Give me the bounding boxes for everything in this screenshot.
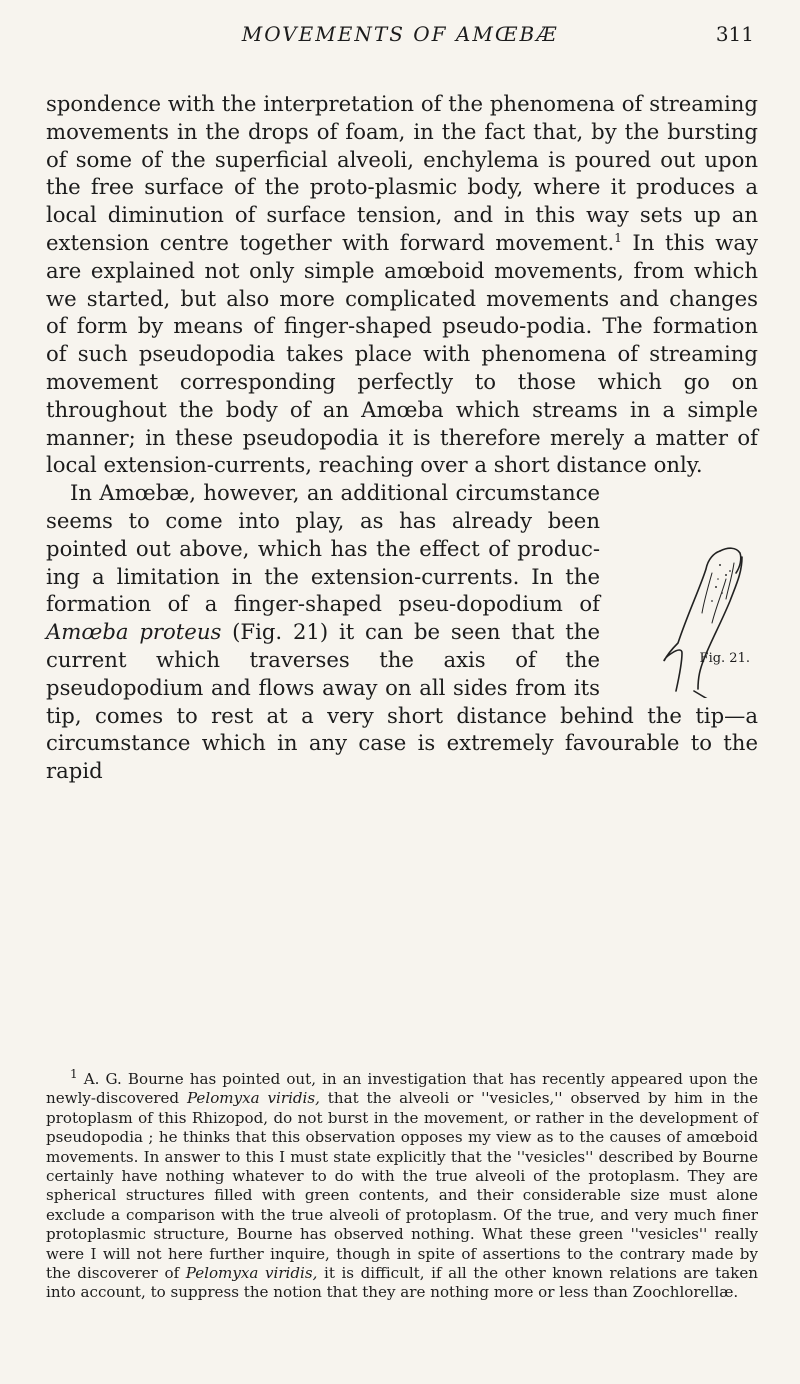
main-text — [46, 90, 758, 785]
paragraph-1-continuation: In this way are explained not only simple amœboid movements, from which we started, but also more complicated movements and changes of form by means of finger-shaped pseudo-podia. The formation of such pseudopodia takes place with phenomena of streaming movement corresponding perfectly to those which go on throughout the body of an Amœba which streams in a simple manner; in these pseudopodia it is therefore merely a matter of local extension-currents, reaching over a short distance only. — [46, 229, 758, 478]
inner-outline-left — [702, 573, 712, 613]
paragraph-2-text-a: In Amœbæ, however, an additional circumstance seems to come into play, as has already been pointed out above, which has the effect of produc-ing a limitation in the extension-currents. In the formation of a finger-shaped pseu-dopodium of — [46, 480, 600, 617]
footnote-species-2: Pelomyxa viridis, — [185, 1264, 318, 1283]
footnote-marker: 1 — [70, 1066, 78, 1081]
footnote-text-3: it is difficult, if all the other known relations are taken into account, to suppress the notion that they are nothing more or less than Zoochlorellæ. — [46, 1264, 758, 1302]
paragraph-2 — [46, 479, 758, 785]
figure-21 — [608, 483, 758, 698]
footnote-1 — [46, 1066, 759, 1303]
granules — [711, 564, 731, 602]
footnote-reference: 1 — [614, 230, 622, 245]
page-number: 311 — [715, 22, 754, 46]
footnotes — [46, 1066, 759, 1303]
paragraph-2-text-b: (Fig. 21) it can be seen that the current which traverses the axis of the pseudopodium and flows away on all sides from its tip, comes to rest at a very short distance behind the tip—a circumstance which in any case is extremely favourable to the rapid — [46, 619, 758, 784]
footnote-text-1: A. G. Bourne has pointed out, in an investigation that has recently appeared upon the newly-discovered — [46, 1070, 758, 1108]
pseudopodium-tip — [720, 548, 741, 573]
figure-caption: Fig. 21. — [699, 651, 750, 667]
page-header — [0, 22, 800, 50]
species-name: Amœba proteus — [46, 619, 222, 645]
paragraph-1 — [46, 90, 758, 479]
paragraph-1-text: spondence with the interpretation of the phenomena of streaming movements in the drops of foam, in the fact that, by the bursting of some of the superficial alveoli, enchylema is poured out upon the free surface of the proto-plasmic body, where it produces a local diminution of surface tension, and in this way sets up an extension centre together with forward movement. — [46, 91, 758, 255]
pseudopodium-base — [694, 691, 722, 698]
running-title: MOVEMENTS OF AMŒBÆ — [241, 22, 559, 46]
footnote-text-2: that the alveoli or ''vesicles,'' observed by him in the protoplasm of this Rhizopod, do not burst in the movement, or rather in the development of pseudopodia ; he thinks that this observation opposes my view as to the causes of amœboid movements. In answer to this I must state explicitly that the ''vesicles'' described by Bourne certainly have nothing whatever to do with the true alveoli of the protoplasm. They are spherical structures filled with green contents, and their considerable size must alone exclude a comparison with the true alveoli of protoplasm. Of the true, and very much finer protoplasmic structure, Bourne has observed nothing. What these green ''vesicles'' really were I will not here further inquire, though in spite of assertions to the contrary made by the discoverer of — [46, 1089, 759, 1283]
footnote-species-1: Pelomyxa viridis, — [186, 1089, 320, 1108]
